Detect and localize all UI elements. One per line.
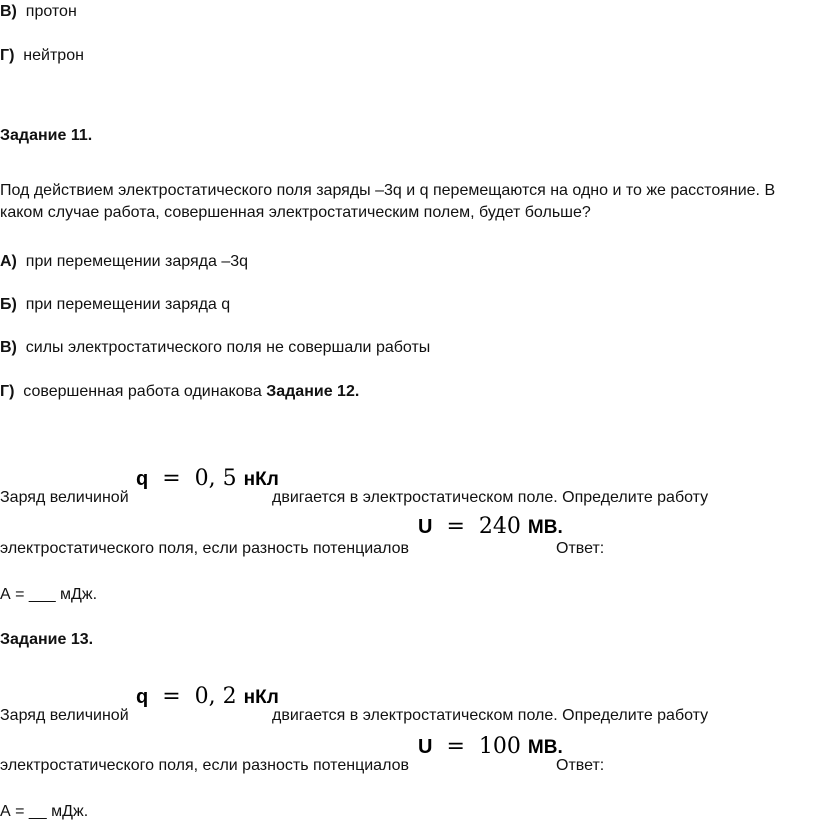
option-v-proton	[0, 2, 77, 22]
task-11-title: Задание 11.	[0, 127, 93, 144]
charge-value: 0, 5	[194, 466, 237, 491]
equals-sign: =	[162, 466, 181, 491]
task-12-line-1-post: двигается в электростатическом поле. Определите работу	[272, 489, 709, 506]
option-letter: В)	[0, 339, 17, 356]
task-11-question: Под действием электростатического поля заряды –3q и q перемещаются на одно и то же расстояние. В каком случае работа, совершенная электростатическим полем, будет больше?	[0, 182, 776, 221]
task-13-voltage-formula	[418, 734, 563, 759]
option-letter: Б)	[0, 296, 17, 313]
equals-sign: =	[162, 684, 181, 709]
task-13-line-1-post: двигается в электростатическом поле. Определите работу	[272, 707, 709, 724]
task-11-option-a	[0, 252, 248, 272]
task-11-option-g	[0, 382, 359, 402]
task-11-option-b	[0, 295, 230, 315]
voltage-symbol: U	[418, 516, 433, 538]
task-13-line-1-pre: Заряд величиной	[0, 707, 129, 724]
option-text: нейтрон	[23, 47, 84, 64]
option-letter: А)	[0, 253, 17, 270]
option-text: протон	[25, 3, 77, 20]
option-letter: В)	[0, 3, 17, 20]
voltage-value: 240	[478, 514, 521, 539]
task-11-option-v	[0, 338, 430, 358]
option-text: при перемещении заряда –3q	[25, 253, 249, 270]
option-text: при перемещении заряда q	[25, 296, 231, 313]
task-12-answer-line: А = ___ мДж.	[0, 586, 98, 603]
charge-symbol: q	[136, 468, 149, 490]
voltage-unit: МВ.	[527, 517, 563, 538]
charge-value: 0, 2	[194, 684, 237, 709]
equals-sign: =	[446, 734, 465, 759]
voltage-symbol: U	[418, 736, 433, 758]
task-12-line-1-pre: Заряд величиной	[0, 489, 129, 506]
task-13-answer-line: А = __ мДж.	[0, 803, 89, 820]
task-13-title: Задание 13.	[0, 631, 94, 648]
task-13-line-2: электростатического поля, если разность потенциалов	[0, 757, 409, 774]
option-letter: Г)	[0, 383, 15, 400]
task-12-title: Задание 12.	[266, 383, 360, 400]
task-12-charge-formula	[136, 466, 279, 491]
charge-symbol: q	[136, 686, 149, 708]
task-12-voltage-formula	[418, 514, 563, 539]
option-letter: Г)	[0, 47, 15, 64]
option-text: совершенная работа одинакова	[23, 383, 262, 400]
task-12-answer-label: Ответ:	[556, 540, 605, 557]
task-12-line-2: электростатического поля, если разность потенциалов	[0, 540, 409, 557]
charge-unit: нКл	[243, 687, 279, 708]
voltage-unit: МВ.	[527, 737, 563, 758]
voltage-value: 100	[478, 734, 521, 759]
charge-unit: нКл	[243, 469, 279, 490]
equals-sign: =	[446, 514, 465, 539]
task-13-answer-label: Ответ:	[556, 757, 605, 774]
option-text: силы электростатического поля не совершали работы	[25, 339, 431, 356]
option-g-neutron	[0, 46, 84, 66]
task-13-charge-formula	[136, 684, 279, 709]
